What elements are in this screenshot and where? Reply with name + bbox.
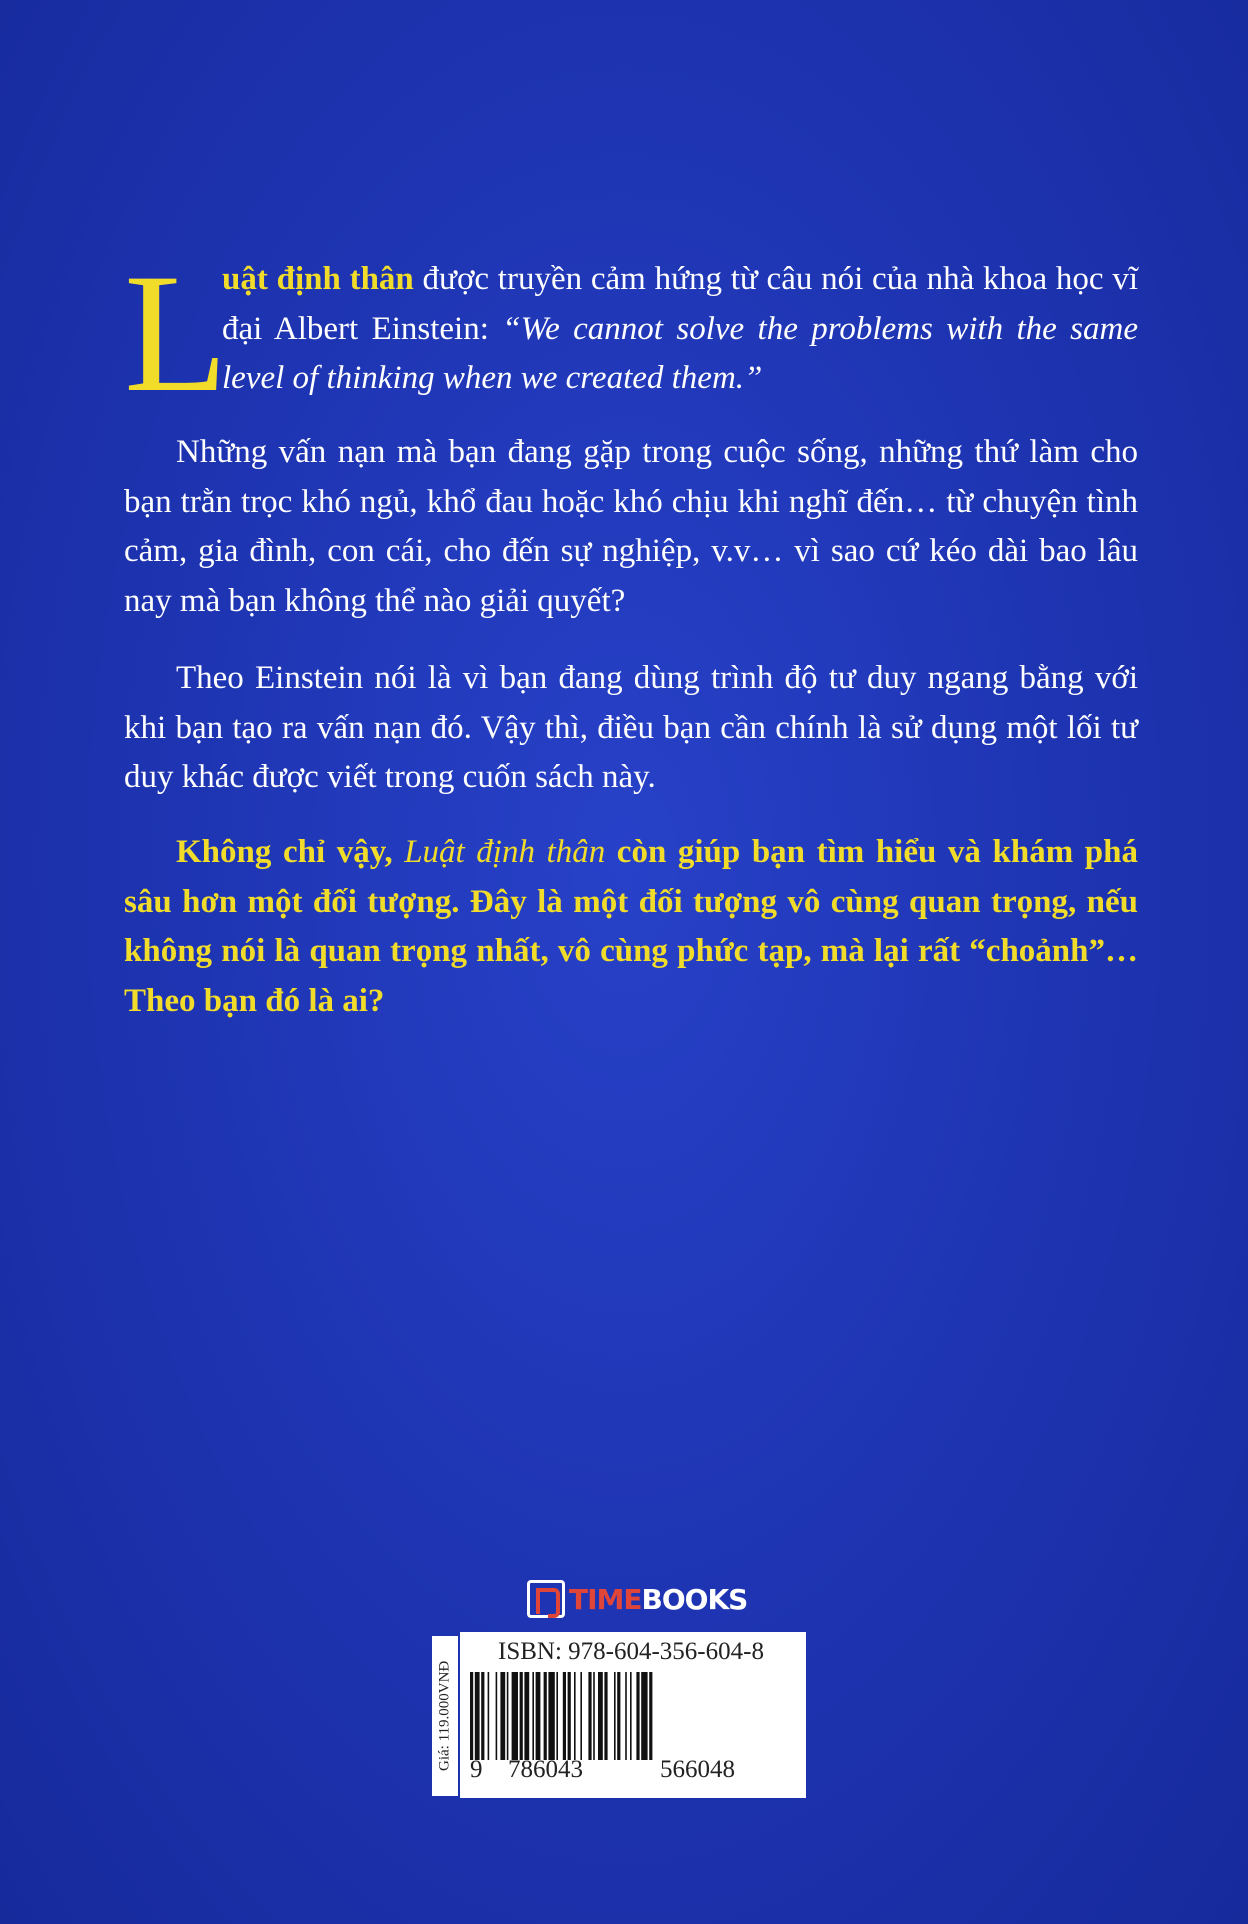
paragraph-highlight: Không chỉ vậy, Luật định thân còn giúp bạn tìm hiểu và khám phá sâu hơn một đối tượng. Đây là một đối tượng vô cùng quan trọng, nếu không nói là quan trọng nhất, vô cùng phức tạp, mà lại rất “choảnh”… Theo bạn đó là ai? [124,834,1138,1019]
barcode-digit-first: 9 [470,1756,483,1783]
barcode-digits-right: 566048 [660,1756,735,1783]
intro-text: được truyền cảm hứng từ câu nói của nhà khoa học vĩ đại Albert Einstein: [222,261,1139,347]
dropcap-letter: L [124,239,228,427]
isbn-label: ISBN: 978-604-356-604-8 [498,1638,764,1665]
book-title-highlight: uật định thân [222,261,414,297]
publisher-logo: TIMEBOOKS [527,1580,747,1618]
price-label: Giá: 119.000VNĐ [432,1636,458,1796]
barcode-digits-left: 786043 [508,1756,583,1783]
intro-paragraph [124,239,1139,427]
paragraph-problems: Những vấn nạn mà bạn đang gặp trong cuộc sống, những thứ làm cho bạn trằn trọc khó ngủ, khổ đau hoặc khó chịu khi nghĩ đến… từ chuyện tình cảm, gia đình, con cái, cho đến sự nghiệp, v.v… vì sao cứ kéo dài bao lâu nay mà bạn không thể nào giải quyết? [124,434,1138,619]
einstein-quote: “We cannot solve the problems with the same level of thinking when we created them.” [222,310,1138,396]
book-title-italic: Luật định thân [404,834,606,870]
barcode [460,1632,806,1798]
barcode-bars-icon [468,1672,798,1764]
paragraph-einstein: Theo Einstein nói là vì bạn đang dùng trình độ tư duy ngang bằng với khi bạn tạo ra vấn nạn đó. Vậy thì, điều bạn cần chính là sử dụng một lối tư duy khác được viết trong cuốn sách này. [124,660,1138,795]
timebooks-logo-icon [527,1580,565,1618]
